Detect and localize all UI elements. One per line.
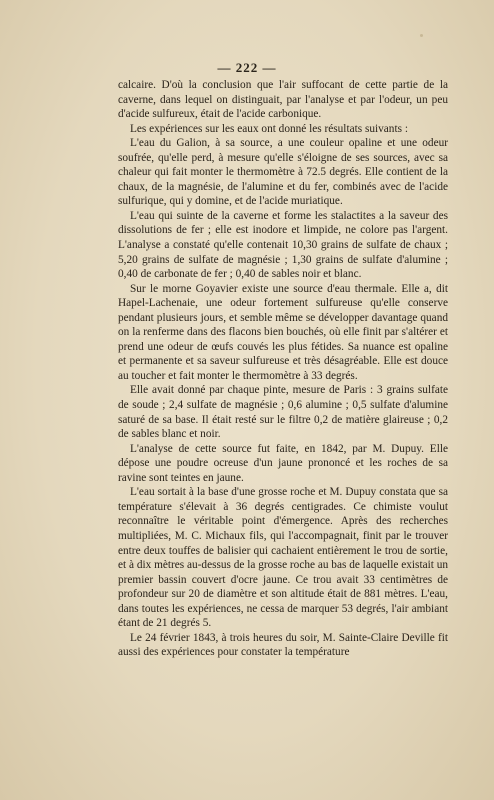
paragraph: Sur le morne Goyavier existe une source d'eau thermale. Elle a, dit Hapel-Lachenaie, une odeur fortement sulfureuse qu'elle conserve pendant plusieurs jours, et semble même se développer davantage quand on la renferme dans des flacons bien bouchés, où elle finit par s'altérer et prend une odeur de œufs couvés les plus fétides. Sa nuance est opaline et permanente et sa saveur sulfureuse et très désagréable. Elle est douce au toucher et fait monter le thermomètre à 33 degrés. (118, 282, 448, 382)
body-text (118, 78, 448, 660)
paragraph: Les expériences sur les eaux ont donné les résultats suivants : (130, 122, 408, 135)
paragraph: L'analyse de cette source fut faite, en 1842, par M. Dupuy. Elle dépose une poudre ocreuse d'un jaune prononcé et les roches de sa ravine sont teintes en jaune. (118, 442, 448, 484)
page-number: — 222 — (217, 60, 277, 75)
paragraph: Le 24 février 1843, à trois heures du soir, M. Sainte-Claire Deville fit aussi des expériences pour constater la température (118, 631, 448, 659)
paragraph: L'eau du Galion, à sa source, a une couleur opaline et une odeur soufrée, qu'elle perd, à mesure qu'elle s'éloigne de ses sources, avec sa chaleur qui fait monter le thermomètre à 72.5 degrés. Elle contient de la chaux, de la magnésie, de l'alumine et du fer, combinés avec de l'acide sulfurique, qui y domine, et de l'acide muriatique. (118, 137, 448, 208)
paragraph: L'eau qui suinte de la caverne et forme les stalactites a la saveur des dissolutions de fer ; elle est inodore et limpide, ne colore pas l'argent. L'analyse a constaté qu'elle contenait 10,30 grains de sulfate de chaux ; 5,20 grains de sulfate de magnésie ; 1,30 grains de sulfate d'alumine ; 0,40 de carbonate de fer ; 0,40 de sables noir et blanc. (118, 209, 448, 281)
paper-speck (420, 34, 423, 37)
paragraph: calcaire. D'où la conclusion que l'air suffocant de cette partie de la caverne, dans lequel on distinguait, par l'analyse et par l'odeur, un peu d'acide sulfureux, était de l'acide carbonique. (118, 79, 448, 121)
paragraph: Elle avait donné par chaque pinte, mesure de Paris : 3 grains sulfate de soude ; 2,4 sulfate de magnésie ; 0,6 alumine ; 0,5 sulfate d'alumine saturé de sa base. Il était resté sur le filtre 0,2 de matière glaireuse ; 0,2 de sables blanc et noir. (118, 384, 448, 441)
paragraph: L'eau sortait à la base d'une grosse roche et M. Dupuy constata que sa température s'élevait à 36 degrés centigrades. Ce chimiste voulut reconnaître le véritable point d'émergence. Après des recherches multipliées, M. C. Michaux fils, qui l'accompagnait, finit par le trouver entre deux touffes de balisier qui cachaient entièrement le trou de sortie, et à dix mètres au-dessus de la grosse roche au bas de laquelle existait un premier bassin couvert d'ocre jaune. Ce trou avait 33 centimètres de profondeur sur 20 de diamètre et son altitude était de 881 mètres. L'eau, dans toutes les expériences, ne cessa de marquer 53 degrés, l'air ambiant étant de 21 degrés 5. (118, 486, 449, 630)
